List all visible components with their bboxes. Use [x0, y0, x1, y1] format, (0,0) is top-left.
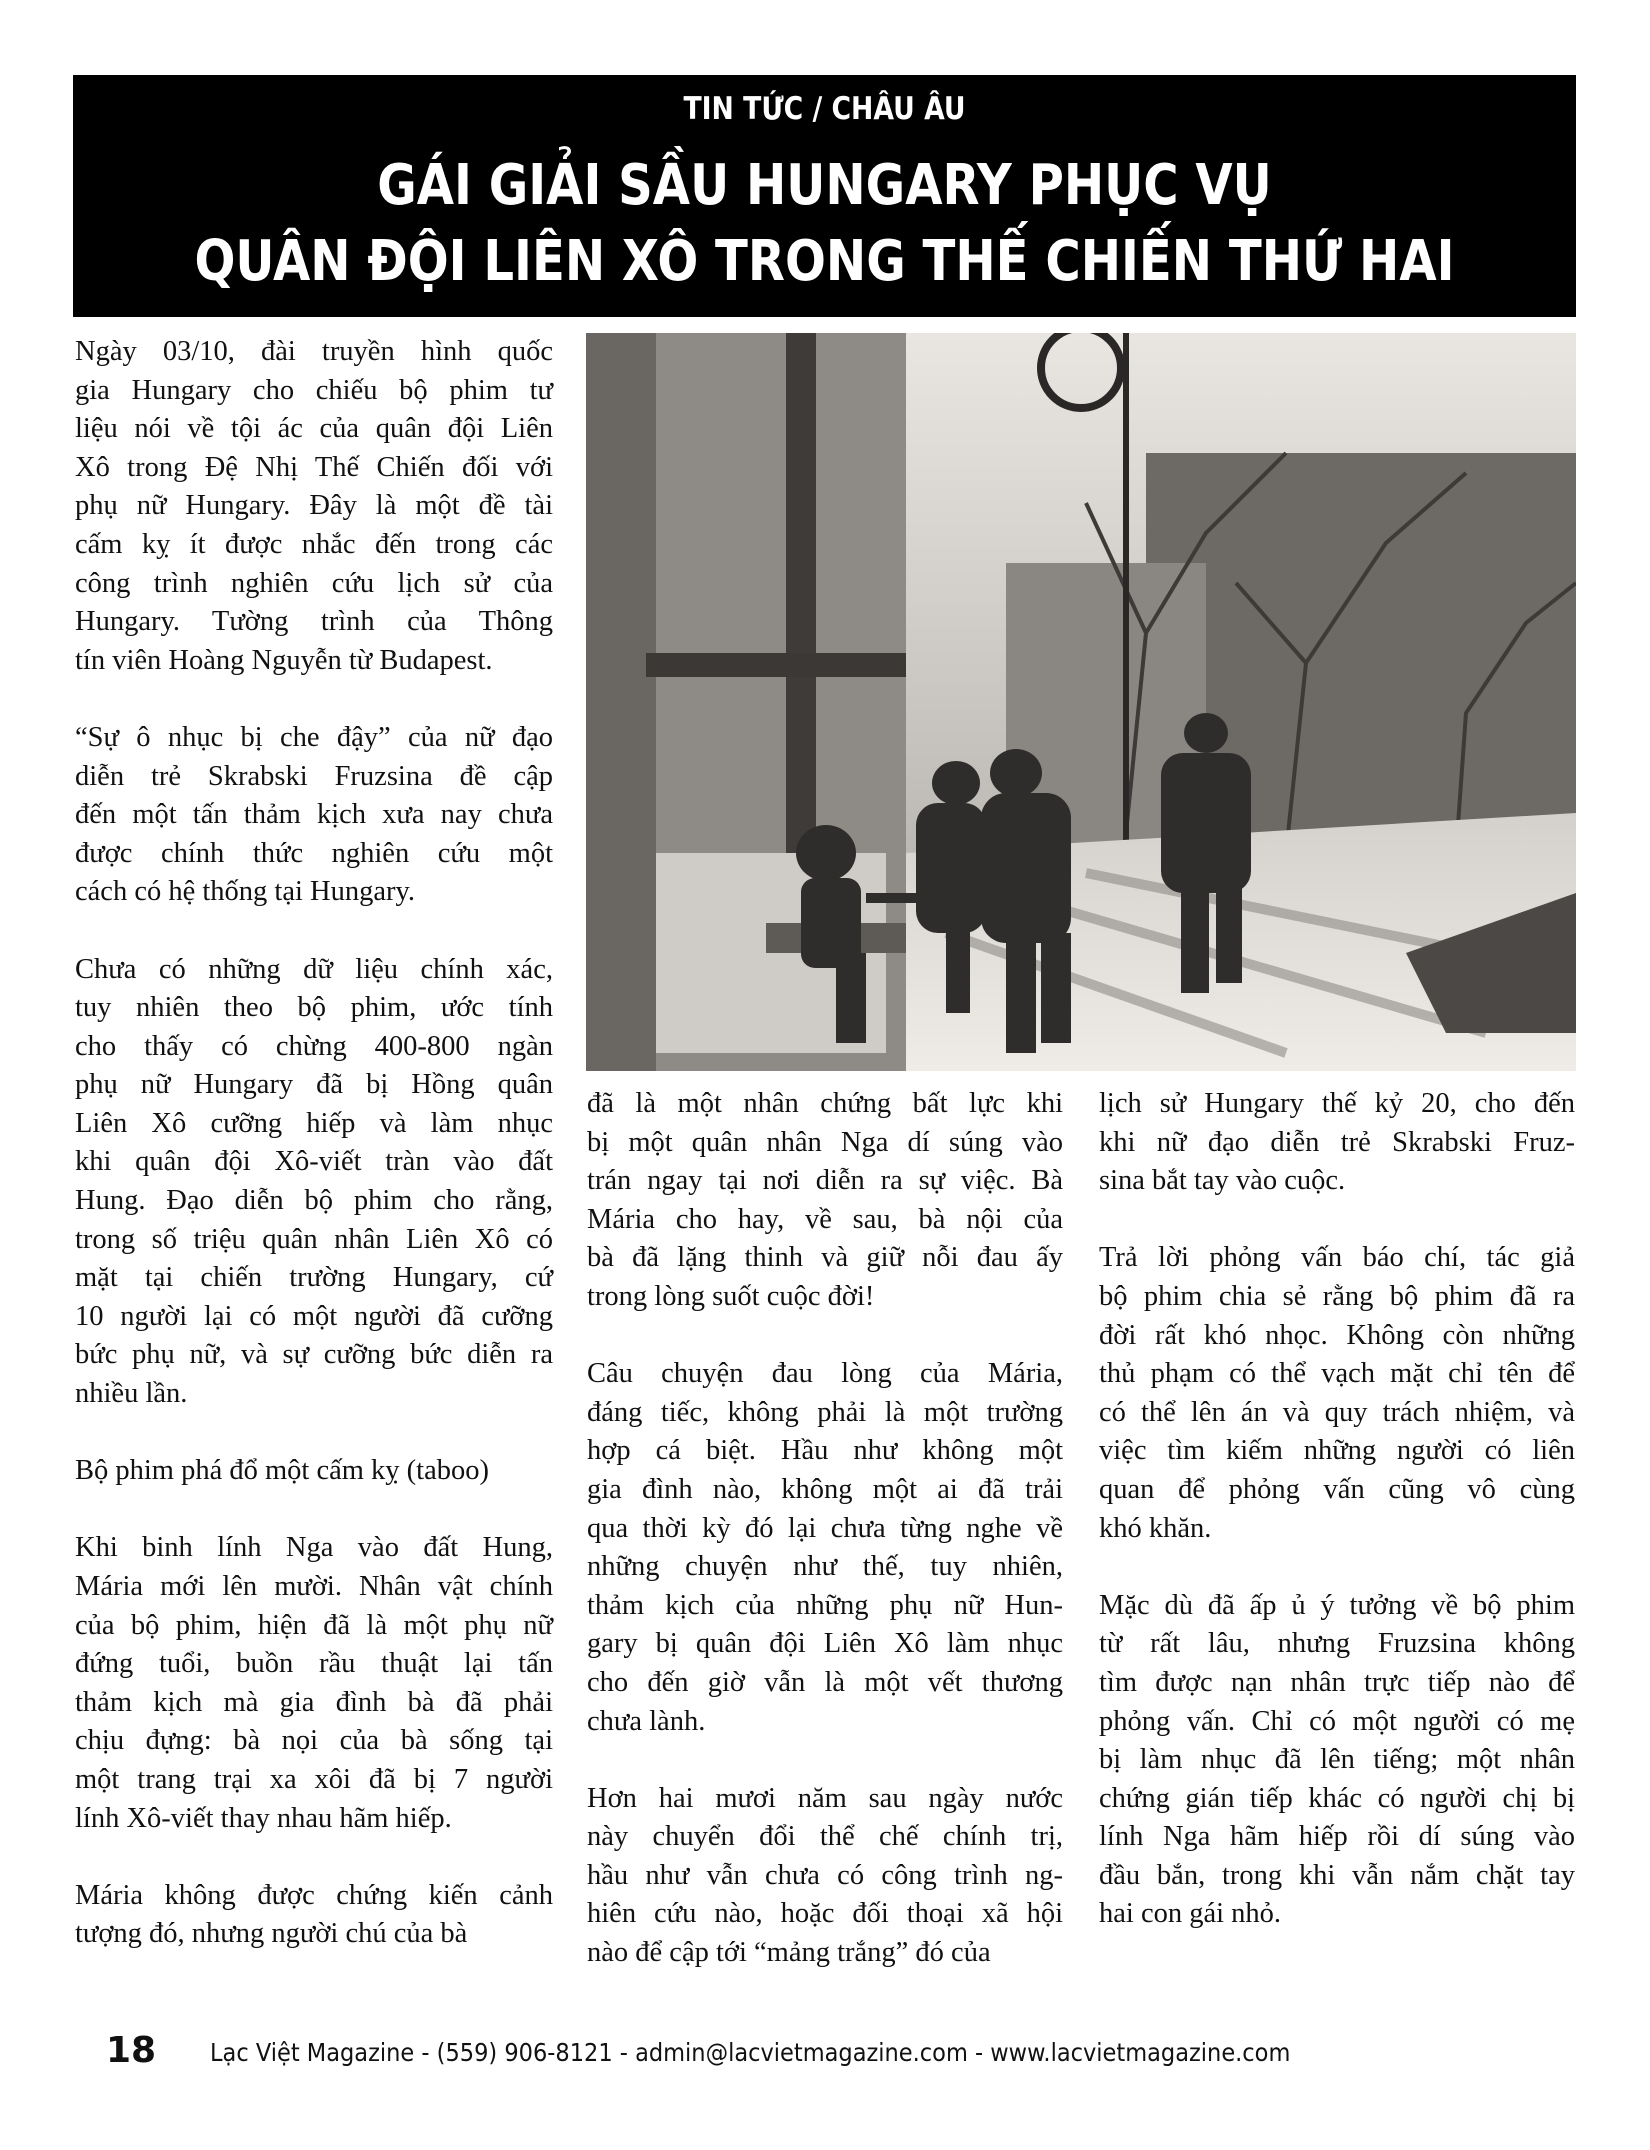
text-line: đã là một nhân chứng bất lực khi	[587, 1088, 1063, 1119]
text-line: gia Hungary cho chiếu bộ phim tư	[75, 374, 553, 406]
text-line: cấm kỵ ít được nhắc đến trong các	[75, 528, 553, 560]
article-paragraph	[587, 1780, 1063, 1973]
text-line: đời rất khó nhọc. Không còn những	[1099, 1319, 1575, 1351]
text-line: bị làm nhục đã lên tiếng; một nhân	[1099, 1744, 1575, 1776]
text-line: Bộ phim phá đổ một cấm kỵ (taboo)	[75, 1455, 489, 1487]
paragraph-gap	[1099, 1201, 1575, 1240]
text-line: tuy nhiên theo bộ phim, ước tính	[75, 992, 553, 1024]
text-line: bức phụ nữ, và sự cưỡng bức diễn ra	[75, 1339, 553, 1371]
text-line: chưa lành.	[587, 1705, 706, 1737]
article-paragraph	[1099, 1085, 1575, 1201]
text-line: trán ngay tại nơi diễn ra sự việc. Bà	[587, 1165, 1063, 1197]
text-line: phụ nữ Hungary. Đây là một đề tài	[75, 490, 553, 522]
article-column-right	[1099, 1085, 1575, 1934]
text-line: Mária không được chứng kiến cảnh	[75, 1879, 553, 1911]
article-column-middle	[587, 1085, 1063, 1973]
text-line: một trang trại xa xôi đã bị 7 người	[75, 1763, 553, 1795]
text-line: Mặc dù đã ấp ủ ý tưởng về bộ phim	[1099, 1589, 1575, 1621]
article-photo	[586, 333, 1576, 1071]
article-title-line-1: GÁI GIẢI SẦU HUNGARY PHỤC VỤ	[377, 153, 1272, 218]
text-line: “Sự ô nhục bị che đậy” của nữ đạo	[75, 721, 553, 753]
text-line: Mária cho hay, về sau, bà nội của	[587, 1203, 1063, 1235]
article-paragraph	[75, 719, 553, 912]
text-line: bị một quân nhân Nga dí súng vào	[587, 1126, 1063, 1158]
text-line: khi nữ đạo diễn trẻ Skrabski Fruz-	[1099, 1126, 1575, 1158]
text-line: hầu như vẫn chưa có công trình ng-	[587, 1859, 1063, 1891]
text-line: Câu chuyện đau lòng của Mária,	[587, 1358, 1063, 1390]
text-line: Hơn hai mươi năm sau ngày nước	[587, 1782, 1063, 1814]
text-line: công trình nghiên cứu lịch sử của	[75, 567, 553, 599]
text-line: tìm được nạn nhân trực tiếp nào để	[1099, 1666, 1575, 1698]
text-line: này chuyển đổi thể chế chính trị,	[587, 1821, 1063, 1853]
text-line: cách có hệ thống tại Hungary.	[75, 876, 416, 908]
paragraph-gap	[75, 1838, 553, 1877]
paragraph-gap	[75, 1414, 553, 1453]
text-line: khi quân đội Xô-viết tràn vào đất	[75, 1146, 553, 1178]
text-line: từ rất lâu, nhưng Fruzsina không	[1099, 1628, 1575, 1660]
article-paragraph	[1099, 1239, 1575, 1548]
text-line: bộ phim chia sẻ rằng bộ phim đã ra	[1099, 1280, 1575, 1312]
page-number: 18	[106, 2030, 157, 2071]
text-line: Hungary. Tường trình của Thông	[75, 606, 553, 638]
paragraph-gap	[75, 912, 553, 951]
article-paragraph	[1099, 1587, 1575, 1934]
text-line: quan để phỏng vấn cũng vô cùng	[1099, 1473, 1575, 1505]
text-line: chịu đựng: bà nọi của bà sống tại	[75, 1725, 553, 1757]
article-header	[73, 75, 1576, 317]
text-line: khó khăn.	[1099, 1512, 1212, 1544]
text-line: sina bắt tay vào cuộc.	[1099, 1165, 1346, 1197]
article-paragraph	[75, 333, 553, 680]
article-paragraph	[75, 1877, 553, 1954]
text-line: Chưa có những dữ liệu chính xác,	[75, 953, 553, 985]
text-line: liệu nói về tội ác của quân đội Liên	[75, 413, 553, 445]
text-line: Liên Xô cưỡng hiếp và làm nhục	[75, 1107, 553, 1139]
text-line: Hung. Đạo diễn bộ phim cho rằng,	[75, 1185, 553, 1217]
text-line: trong lòng suốt cuộc đời!	[587, 1280, 875, 1312]
text-line: thảm kịch mà gia đình bà đã phải	[75, 1686, 553, 1718]
war-photo-image	[586, 333, 1576, 1071]
text-line: thảm kịch của những phụ nữ Hun-	[587, 1589, 1063, 1621]
text-line: nhiều lần.	[75, 1378, 188, 1410]
text-line: Xô trong Đệ Nhị Thế Chiến đối với	[75, 451, 553, 483]
text-line: cho thấy có chừng 400-800 ngàn	[75, 1030, 553, 1062]
text-line: đứng tuổi, buồn rầu thuật lại tấn	[75, 1648, 553, 1680]
text-line: hiên cứu nào, hoặc đối thoại xã hội	[587, 1898, 1063, 1930]
article-title-line-2: QUÂN ĐỘI LIÊN XÔ TRONG THẾ CHIẾN THỨ HAI	[194, 229, 1455, 294]
text-line: trong số triệu quân nhân Liên Xô có	[75, 1223, 553, 1255]
text-line: hợp cá biệt. Hầu như không một	[587, 1435, 1063, 1467]
text-line: diễn trẻ Skrabski Fruzsina đề cập	[75, 760, 553, 792]
section-label: TIN TỨC / CHÂU ÂU	[683, 91, 966, 127]
text-line: việc tìm kiếm những người có liên	[1099, 1435, 1575, 1467]
text-line: mặt tại chiến trường Hungary, cứ	[75, 1262, 553, 1294]
text-line: tượng đó, nhưng người chú của bà	[75, 1918, 468, 1950]
text-line: nào để cập tới “mảng trắng” đó của	[587, 1937, 991, 1969]
text-line: được chính thức nghiên cứu một	[75, 837, 553, 869]
text-line: Mária mới lên mười. Nhân vật chính	[75, 1571, 553, 1602]
text-line: bà đã lặng thinh và giữ nỗi đau ấy	[587, 1242, 1063, 1274]
text-line: Khi binh lính Nga vào đất Hung,	[75, 1532, 553, 1564]
article-paragraph	[75, 1452, 553, 1491]
text-line: Trả lời phỏng vấn báo chí, tác giả	[1099, 1242, 1575, 1274]
text-line: hai con gái nhỏ.	[1099, 1898, 1282, 1930]
footer-contact-line: Lạc Việt Magazine - (559) 906-8121 - admin@lacvietmagazine.com - www.lacvietmagazine.com	[210, 2038, 1291, 2067]
article-paragraph	[75, 1529, 553, 1838]
paragraph-gap	[75, 1491, 553, 1530]
text-line: Ngày 03/10, đài truyền hình quốc	[75, 336, 553, 367]
text-line: thủ phạm có thể vạch mặt chỉ tên để	[1099, 1358, 1575, 1390]
text-line: cho đến giờ vẫn là một vết thương	[587, 1666, 1063, 1698]
text-line: chứng gián tiếp khác có người chị bị	[1099, 1782, 1575, 1814]
article-column-left	[75, 333, 553, 1954]
text-line: lính Xô-viết thay nhau hãm hiếp.	[75, 1802, 452, 1834]
text-line: của bộ phim, hiện đã là một phụ nữ	[75, 1609, 553, 1641]
text-line: 10 người lại có một người đã cưỡng	[75, 1300, 553, 1332]
text-line: qua thời kỳ đó lại chưa từng nghe về	[587, 1512, 1063, 1544]
text-line: có thể lên án và quy trách nhiệm, và	[1099, 1396, 1575, 1428]
text-line: đầu bắn, trong khi vẫn nắm chặt tay	[1099, 1859, 1575, 1891]
text-line: phụ nữ Hungary đã bị Hồng quân	[75, 1069, 553, 1101]
text-line: những chuyện như thế, tuy nhiên,	[587, 1551, 1063, 1583]
text-line: đáng tiếc, không phải là một trường	[587, 1396, 1063, 1428]
article-paragraph	[587, 1355, 1063, 1741]
text-line: đến một tấn thảm kịch xưa nay chưa	[75, 799, 553, 831]
paragraph-gap	[1099, 1548, 1575, 1587]
article-paragraph	[587, 1085, 1063, 1317]
paragraph-gap	[75, 680, 553, 719]
text-line: tín viên Hoàng Nguyễn từ Budapest.	[75, 644, 493, 676]
page-footer	[106, 2028, 1586, 2078]
text-line: lịch sử Hungary thế kỷ 20, cho đến	[1099, 1088, 1575, 1119]
paragraph-gap	[587, 1317, 1063, 1356]
text-line: gia đình nào, không một ai đã trải	[587, 1473, 1063, 1505]
text-line: lính Nga hãm hiếp rồi dí súng vào	[1099, 1821, 1575, 1853]
article-paragraph	[75, 951, 553, 1414]
paragraph-gap	[587, 1741, 1063, 1780]
text-line: phỏng vấn. Chỉ có một người có mẹ	[1099, 1705, 1575, 1737]
text-line: gary bị quân đội Liên Xô làm nhục	[587, 1628, 1063, 1660]
